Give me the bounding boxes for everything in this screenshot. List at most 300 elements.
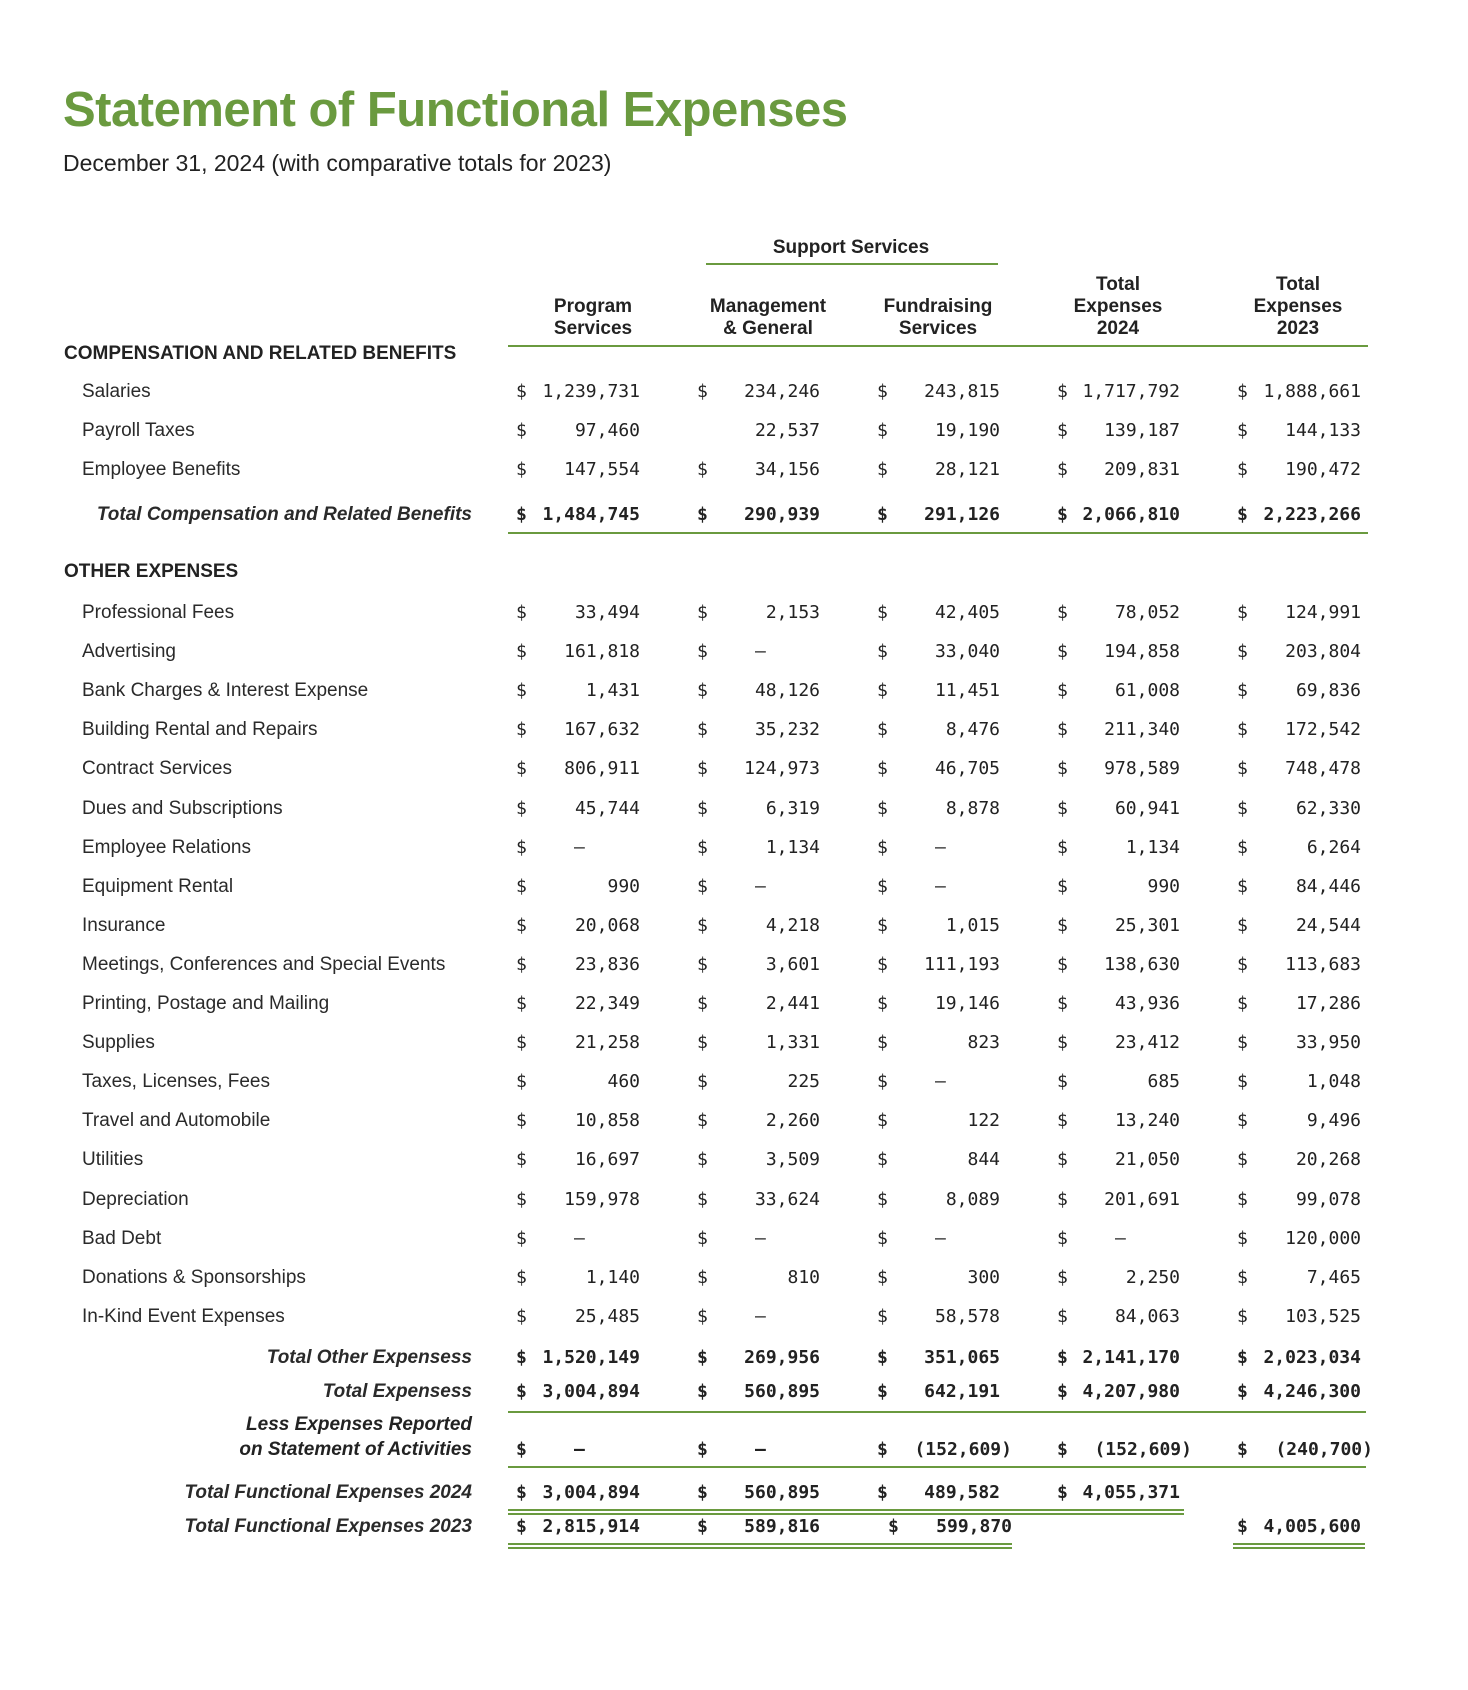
currency-symbol: $ <box>697 1071 708 1093</box>
currency-symbol: $ <box>877 1439 888 1460</box>
amount-cell: 9,496 <box>1306 1110 1361 1132</box>
row-label: Taxes, Licenses, Fees <box>82 1071 270 1093</box>
currency-symbol: $ <box>516 836 527 858</box>
amount-cell: 2,223,266 <box>1263 504 1361 525</box>
amount-cell: 3,601 <box>765 953 820 975</box>
amount-cell: 8,878 <box>945 797 1000 819</box>
currency-symbol: $ <box>1057 1305 1068 1327</box>
amount-cell: – <box>574 836 585 858</box>
compensation-total-rule <box>508 532 1368 534</box>
amount-cell: 84,063 <box>1114 1305 1180 1327</box>
amount-cell: 138,630 <box>1104 953 1180 975</box>
row-label: Printing, Postage and Mailing <box>82 993 330 1014</box>
amount-cell: 1,520,149 <box>542 1347 640 1368</box>
table-row <box>0 791 1468 827</box>
support-services-header: Support Services <box>772 237 930 258</box>
other-expenses-heading: OTHER EXPENSES <box>64 561 239 582</box>
currency-symbol: $ <box>1237 381 1248 402</box>
currency-symbol: $ <box>877 875 888 897</box>
less-expenses-rule <box>508 1466 1366 1468</box>
page-subtitle: December 31, 2024 (with comparative totals for 2023) <box>63 150 612 176</box>
row-label: Equipment Rental <box>82 875 234 897</box>
row-label: Bank Charges & Interest Expense <box>82 680 369 702</box>
amount-cell: 560,895 <box>744 1381 820 1402</box>
currency-symbol: $ <box>697 1482 708 1503</box>
amount-cell: 823 <box>967 1032 1000 1054</box>
currency-symbol: $ <box>697 1227 708 1249</box>
currency-symbol: $ <box>1237 1516 1248 1537</box>
currency-symbol: $ <box>516 602 527 623</box>
amount-cell: 45,744 <box>574 797 640 819</box>
currency-symbol: $ <box>1237 993 1248 1014</box>
table-row <box>0 452 1468 488</box>
currency-symbol: $ <box>516 1227 527 1249</box>
currency-symbol: $ <box>1237 953 1248 975</box>
amount-cell: 147,554 <box>564 459 640 480</box>
amount-cell: 685 <box>1147 1071 1180 1093</box>
table-row <box>0 908 1468 944</box>
functional-2023-row <box>0 1509 1468 1545</box>
currency-symbol: $ <box>1237 680 1248 702</box>
currency-symbol: $ <box>877 504 888 525</box>
currency-symbol: $ <box>877 719 888 741</box>
currency-symbol: $ <box>1057 1071 1068 1093</box>
amount-cell: 33,624 <box>754 1188 820 1210</box>
row-label: Donations & Sponsorships <box>82 1266 306 1288</box>
amount-cell: 16,697 <box>574 1149 640 1171</box>
currency-symbol: $ <box>697 993 708 1014</box>
currency-symbol: $ <box>1237 1439 1248 1460</box>
row-label: Travel and Automobile <box>82 1110 271 1132</box>
row-label: Insurance <box>82 914 166 936</box>
currency-symbol: $ <box>516 1032 527 1054</box>
amount-cell: 46,705 <box>934 758 1000 780</box>
currency-symbol: $ <box>516 1347 527 1368</box>
currency-symbol: $ <box>1057 914 1068 936</box>
amount-cell: 211,340 <box>1104 719 1180 741</box>
amount-cell: 234,246 <box>744 381 820 402</box>
amount-cell: 8,089 <box>945 1188 1000 1210</box>
amount-cell: 2,441 <box>765 993 820 1014</box>
currency-symbol: $ <box>877 1482 888 1503</box>
amount-cell: 1,484,745 <box>542 504 640 525</box>
header-rule <box>508 345 1368 347</box>
amount-cell: 21,050 <box>1114 1149 1180 1171</box>
currency-symbol: $ <box>697 953 708 975</box>
amount-cell: 806,911 <box>564 758 640 780</box>
currency-symbol: $ <box>1057 1149 1068 1171</box>
functional-2023-rule-a <box>508 1543 1012 1545</box>
amount-cell: 990 <box>1147 875 1180 897</box>
amount-cell: 1,239,731 <box>542 381 640 402</box>
amount-cell: 62,330 <box>1295 797 1361 819</box>
currency-symbol: $ <box>516 641 527 663</box>
amount-cell: 33,040 <box>934 641 1000 663</box>
amount-cell: 28,121 <box>934 459 1000 480</box>
currency-symbol: $ <box>877 914 888 936</box>
currency-symbol: $ <box>516 680 527 702</box>
amount-cell: 1,140 <box>585 1266 640 1288</box>
amount-cell: 167,632 <box>564 719 640 741</box>
currency-symbol: $ <box>1237 914 1248 936</box>
amount-cell: – <box>574 1439 585 1460</box>
amount-cell: 84,446 <box>1295 875 1361 897</box>
amount-cell: 4,218 <box>765 914 820 936</box>
amount-cell: 139,187 <box>1104 420 1180 441</box>
currency-symbol: $ <box>697 602 708 623</box>
currency-symbol: $ <box>877 1381 888 1402</box>
currency-symbol: $ <box>877 680 888 702</box>
currency-symbol: $ <box>1057 1227 1068 1249</box>
table-row <box>0 673 1468 709</box>
total-2024-header: Total Expenses 2024 <box>1073 274 1163 339</box>
currency-symbol: $ <box>1237 420 1248 441</box>
amount-cell: 460 <box>607 1071 640 1093</box>
currency-symbol: $ <box>1057 420 1068 441</box>
amount-cell: 4,005,600 <box>1263 1516 1361 1537</box>
table-row <box>0 947 1468 983</box>
currency-symbol: $ <box>697 875 708 897</box>
table-row <box>0 1064 1468 1100</box>
amount-cell: 58,578 <box>934 1305 1000 1327</box>
currency-symbol: $ <box>877 381 888 402</box>
amount-cell: – <box>755 1305 766 1327</box>
currency-symbol: $ <box>1057 875 1068 897</box>
currency-symbol: $ <box>1057 459 1068 480</box>
amount-cell: 2,815,914 <box>542 1516 640 1537</box>
amount-cell: 122 <box>967 1110 1000 1132</box>
row-label: Depreciation <box>82 1188 189 1210</box>
currency-symbol: $ <box>877 1188 888 1210</box>
currency-symbol: $ <box>1237 1305 1248 1327</box>
currency-symbol: $ <box>516 1482 527 1503</box>
amount-cell: 190,472 <box>1285 459 1361 480</box>
currency-symbol: $ <box>1057 1347 1068 1368</box>
currency-symbol: $ <box>1057 797 1068 819</box>
amount-cell: 113,683 <box>1285 953 1361 975</box>
currency-symbol: $ <box>877 641 888 663</box>
row-label: Payroll Taxes <box>82 420 195 441</box>
amount-cell: 61,008 <box>1114 680 1180 702</box>
amount-cell: 60,941 <box>1114 797 1180 819</box>
amount-cell: 172,542 <box>1285 719 1361 741</box>
amount-cell: 194,858 <box>1104 641 1180 663</box>
amount-cell: 22,349 <box>574 993 640 1014</box>
currency-symbol: $ <box>516 1188 527 1210</box>
currency-symbol: $ <box>877 758 888 780</box>
amount-cell: 1,888,661 <box>1263 381 1361 402</box>
amount-cell: 560,895 <box>744 1482 820 1503</box>
amount-cell: 1,134 <box>765 836 820 858</box>
amount-cell: 2,250 <box>1125 1266 1180 1288</box>
amount-cell: 144,133 <box>1285 420 1361 441</box>
currency-symbol: $ <box>1057 504 1068 525</box>
amount-cell: 990 <box>607 875 640 897</box>
currency-symbol: $ <box>516 1266 527 1288</box>
total-other-row <box>0 1340 1468 1376</box>
table-row <box>0 374 1468 410</box>
currency-symbol: $ <box>697 797 708 819</box>
amount-cell: 33,950 <box>1295 1032 1361 1054</box>
currency-symbol: $ <box>516 993 527 1014</box>
amount-cell: 201,691 <box>1104 1188 1180 1210</box>
functional-2023-total-rule-a <box>1233 1543 1365 1545</box>
amount-cell: 120,000 <box>1285 1227 1361 1249</box>
currency-symbol: $ <box>1237 459 1248 480</box>
currency-symbol: $ <box>516 758 527 780</box>
row-label: Utilities <box>82 1149 144 1171</box>
currency-symbol: $ <box>697 1439 708 1460</box>
amount-cell: 34,156 <box>754 459 820 480</box>
currency-symbol: $ <box>697 1149 708 1171</box>
table-row <box>0 1299 1468 1335</box>
currency-symbol: $ <box>877 1305 888 1327</box>
currency-symbol: $ <box>516 1305 527 1327</box>
functional-2024-row <box>0 1475 1468 1511</box>
support-services-rule <box>706 263 998 265</box>
amount-cell: 21,258 <box>574 1032 640 1054</box>
table-row <box>0 986 1468 1022</box>
page-title: Statement of Functional Expenses <box>63 83 848 137</box>
currency-symbol: $ <box>1237 602 1248 623</box>
currency-symbol: $ <box>697 836 708 858</box>
table-row <box>0 1182 1468 1218</box>
amount-cell: 13,240 <box>1114 1110 1180 1132</box>
currency-symbol: $ <box>697 1516 708 1537</box>
table-row <box>0 1260 1468 1296</box>
amount-cell: 1,015 <box>945 914 1000 936</box>
amount-cell: 3,004,894 <box>542 1482 640 1503</box>
currency-symbol: $ <box>1057 836 1068 858</box>
row-label: Total Other Expensess <box>266 1347 472 1368</box>
currency-symbol: $ <box>516 1149 527 1171</box>
table-row <box>0 712 1468 748</box>
currency-symbol: $ <box>516 1381 527 1402</box>
currency-symbol: $ <box>1057 381 1068 402</box>
amount-cell: 269,956 <box>744 1347 820 1368</box>
amount-cell: – <box>935 875 946 897</box>
table-row <box>0 830 1468 866</box>
amount-cell: 78,052 <box>1114 602 1180 623</box>
currency-symbol: $ <box>516 459 527 480</box>
amount-cell: 35,232 <box>754 719 820 741</box>
table-row <box>0 1142 1468 1178</box>
table-row <box>0 869 1468 905</box>
less-label-line2: on Statement of Activities <box>239 1439 472 1460</box>
fundraising-services-header: Fundraising Services <box>883 296 993 339</box>
currency-symbol: $ <box>516 381 527 402</box>
currency-symbol: $ <box>877 1266 888 1288</box>
amount-cell: (152,609) <box>1094 1439 1192 1460</box>
less-expenses-row <box>0 1432 1468 1468</box>
currency-symbol: $ <box>697 381 708 402</box>
row-label: Bad Debt <box>82 1227 162 1249</box>
currency-symbol: $ <box>516 953 527 975</box>
amount-cell: 209,831 <box>1104 459 1180 480</box>
row-label: Meetings, Conferences and Special Events <box>82 953 446 975</box>
amount-cell: 2,260 <box>765 1110 820 1132</box>
row-label: In-Kind Event Expenses <box>82 1305 285 1327</box>
currency-symbol: $ <box>516 1439 527 1460</box>
row-label: Total Functional Expenses 2024 <box>184 1482 472 1503</box>
amount-cell: 7,465 <box>1306 1266 1361 1288</box>
total-expenses-rule <box>508 1411 1366 1413</box>
currency-symbol: $ <box>697 1381 708 1402</box>
currency-symbol: $ <box>697 680 708 702</box>
amount-cell: 351,065 <box>924 1347 1000 1368</box>
currency-symbol: $ <box>697 758 708 780</box>
row-label: Supplies <box>82 1032 155 1054</box>
amount-cell: – <box>755 641 766 663</box>
currency-symbol: $ <box>1057 993 1068 1014</box>
currency-symbol: $ <box>697 914 708 936</box>
currency-symbol: $ <box>877 602 888 623</box>
currency-symbol: $ <box>516 420 527 441</box>
amount-cell: 99,078 <box>1295 1188 1361 1210</box>
currency-symbol: $ <box>516 1516 527 1537</box>
amount-cell: 1,134 <box>1125 836 1180 858</box>
amount-cell: 24,544 <box>1295 914 1361 936</box>
currency-symbol: $ <box>1057 1439 1068 1460</box>
amount-cell: 810 <box>787 1266 820 1288</box>
currency-symbol: $ <box>1237 641 1248 663</box>
currency-symbol: $ <box>1057 1032 1068 1054</box>
amount-cell: 1,717,792 <box>1082 381 1180 402</box>
amount-cell: 489,582 <box>924 1482 1000 1503</box>
amount-cell: (240,700) <box>1275 1439 1373 1460</box>
amount-cell: 290,939 <box>744 504 820 525</box>
row-label: Total Compensation and Related Benefits <box>96 504 472 525</box>
amount-cell: 4,246,300 <box>1263 1381 1361 1402</box>
table-row <box>0 634 1468 670</box>
currency-symbol: $ <box>1057 1381 1068 1402</box>
row-label: Building Rental and Repairs <box>82 719 318 741</box>
amount-cell: 25,485 <box>574 1305 640 1327</box>
currency-symbol: $ <box>877 1071 888 1093</box>
currency-symbol: $ <box>1237 1032 1248 1054</box>
amount-cell: 6,319 <box>765 797 820 819</box>
currency-symbol: $ <box>877 1110 888 1132</box>
amount-cell: – <box>755 875 766 897</box>
currency-symbol: $ <box>1237 1149 1248 1171</box>
table-row <box>0 595 1468 631</box>
currency-symbol: $ <box>697 1266 708 1288</box>
currency-symbol: $ <box>1237 719 1248 741</box>
row-label: Dues and Subscriptions <box>82 797 283 819</box>
amount-cell: 589,816 <box>744 1516 820 1537</box>
currency-symbol: $ <box>877 1347 888 1368</box>
currency-symbol: $ <box>516 719 527 741</box>
row-label: Advertising <box>82 641 176 663</box>
currency-symbol: $ <box>1237 1381 1248 1402</box>
currency-symbol: $ <box>1057 758 1068 780</box>
currency-symbol: $ <box>1057 1188 1068 1210</box>
management-general-header: Management & General <box>709 296 827 339</box>
currency-symbol: $ <box>1057 602 1068 623</box>
currency-symbol: $ <box>1237 1347 1248 1368</box>
amount-cell: 8,476 <box>945 719 1000 741</box>
currency-symbol: $ <box>1237 758 1248 780</box>
currency-symbol: $ <box>1237 1071 1248 1093</box>
currency-symbol: $ <box>1237 1227 1248 1249</box>
amount-cell: 3,509 <box>765 1149 820 1171</box>
amount-cell: 225 <box>787 1071 820 1093</box>
amount-cell: 103,525 <box>1285 1305 1361 1327</box>
currency-symbol: $ <box>1057 1110 1068 1132</box>
amount-cell: 20,068 <box>574 914 640 936</box>
amount-cell: 300 <box>967 1266 1000 1288</box>
less-label-line1: Less Expenses Reported <box>246 1414 472 1435</box>
amount-cell: – <box>574 1227 585 1249</box>
functional-2023-total-rule-b <box>1233 1547 1365 1549</box>
currency-symbol: $ <box>877 836 888 858</box>
amount-cell: 20,268 <box>1295 1149 1361 1171</box>
table-row <box>0 1221 1468 1257</box>
amount-cell: 2,023,034 <box>1263 1347 1361 1368</box>
amount-cell: 43,936 <box>1114 993 1180 1014</box>
amount-cell: 243,815 <box>924 381 1000 402</box>
amount-cell: – <box>935 836 946 858</box>
currency-symbol: $ <box>697 1305 708 1327</box>
functional-2023-rule-b <box>508 1547 1012 1549</box>
total-expenses-row <box>0 1374 1468 1410</box>
currency-symbol: $ <box>697 641 708 663</box>
table-row <box>0 413 1468 449</box>
currency-symbol: $ <box>1237 836 1248 858</box>
table-row <box>0 1025 1468 1061</box>
amount-cell: 642,191 <box>924 1381 1000 1402</box>
currency-symbol: $ <box>697 1188 708 1210</box>
currency-symbol: $ <box>1057 1266 1068 1288</box>
amount-cell: 1,431 <box>585 680 640 702</box>
amount-cell: (152,609) <box>914 1439 1012 1460</box>
row-label: Salaries <box>82 381 151 402</box>
currency-symbol: $ <box>1237 875 1248 897</box>
currency-symbol: $ <box>1237 1266 1248 1288</box>
row-label: Total Expensess <box>322 1381 472 1402</box>
amount-cell: 23,412 <box>1114 1032 1180 1054</box>
row-label: Employee Relations <box>82 836 251 858</box>
amount-cell: 19,146 <box>934 993 1000 1014</box>
amount-cell: – <box>935 1227 946 1249</box>
currency-symbol: $ <box>697 459 708 480</box>
amount-cell: 1,048 <box>1306 1071 1361 1093</box>
amount-cell: – <box>755 1439 766 1460</box>
amount-cell: 10,858 <box>574 1110 640 1132</box>
amount-cell: 4,207,980 <box>1082 1381 1180 1402</box>
amount-cell: 2,153 <box>765 602 820 623</box>
compensation-heading: COMPENSATION AND RELATED BENEFITS <box>64 343 457 364</box>
table-row <box>0 751 1468 787</box>
amount-cell: – <box>755 1227 766 1249</box>
currency-symbol: $ <box>1057 641 1068 663</box>
currency-symbol: $ <box>1057 1482 1068 1503</box>
currency-symbol: $ <box>697 1110 708 1132</box>
currency-symbol: $ <box>877 1032 888 1054</box>
amount-cell: 124,991 <box>1285 602 1361 623</box>
currency-symbol: $ <box>877 459 888 480</box>
currency-symbol: $ <box>516 797 527 819</box>
amount-cell: 22,537 <box>754 420 820 441</box>
table-row <box>0 1103 1468 1139</box>
total-2023-header: Total Expenses 2023 <box>1253 274 1343 339</box>
amount-cell: 1,331 <box>765 1032 820 1054</box>
amount-cell: 97,460 <box>574 420 640 441</box>
amount-cell: – <box>935 1071 946 1093</box>
amount-cell: 11,451 <box>934 680 1000 702</box>
amount-cell: 2,066,810 <box>1082 504 1180 525</box>
amount-cell: 599,870 <box>936 1516 1012 1537</box>
